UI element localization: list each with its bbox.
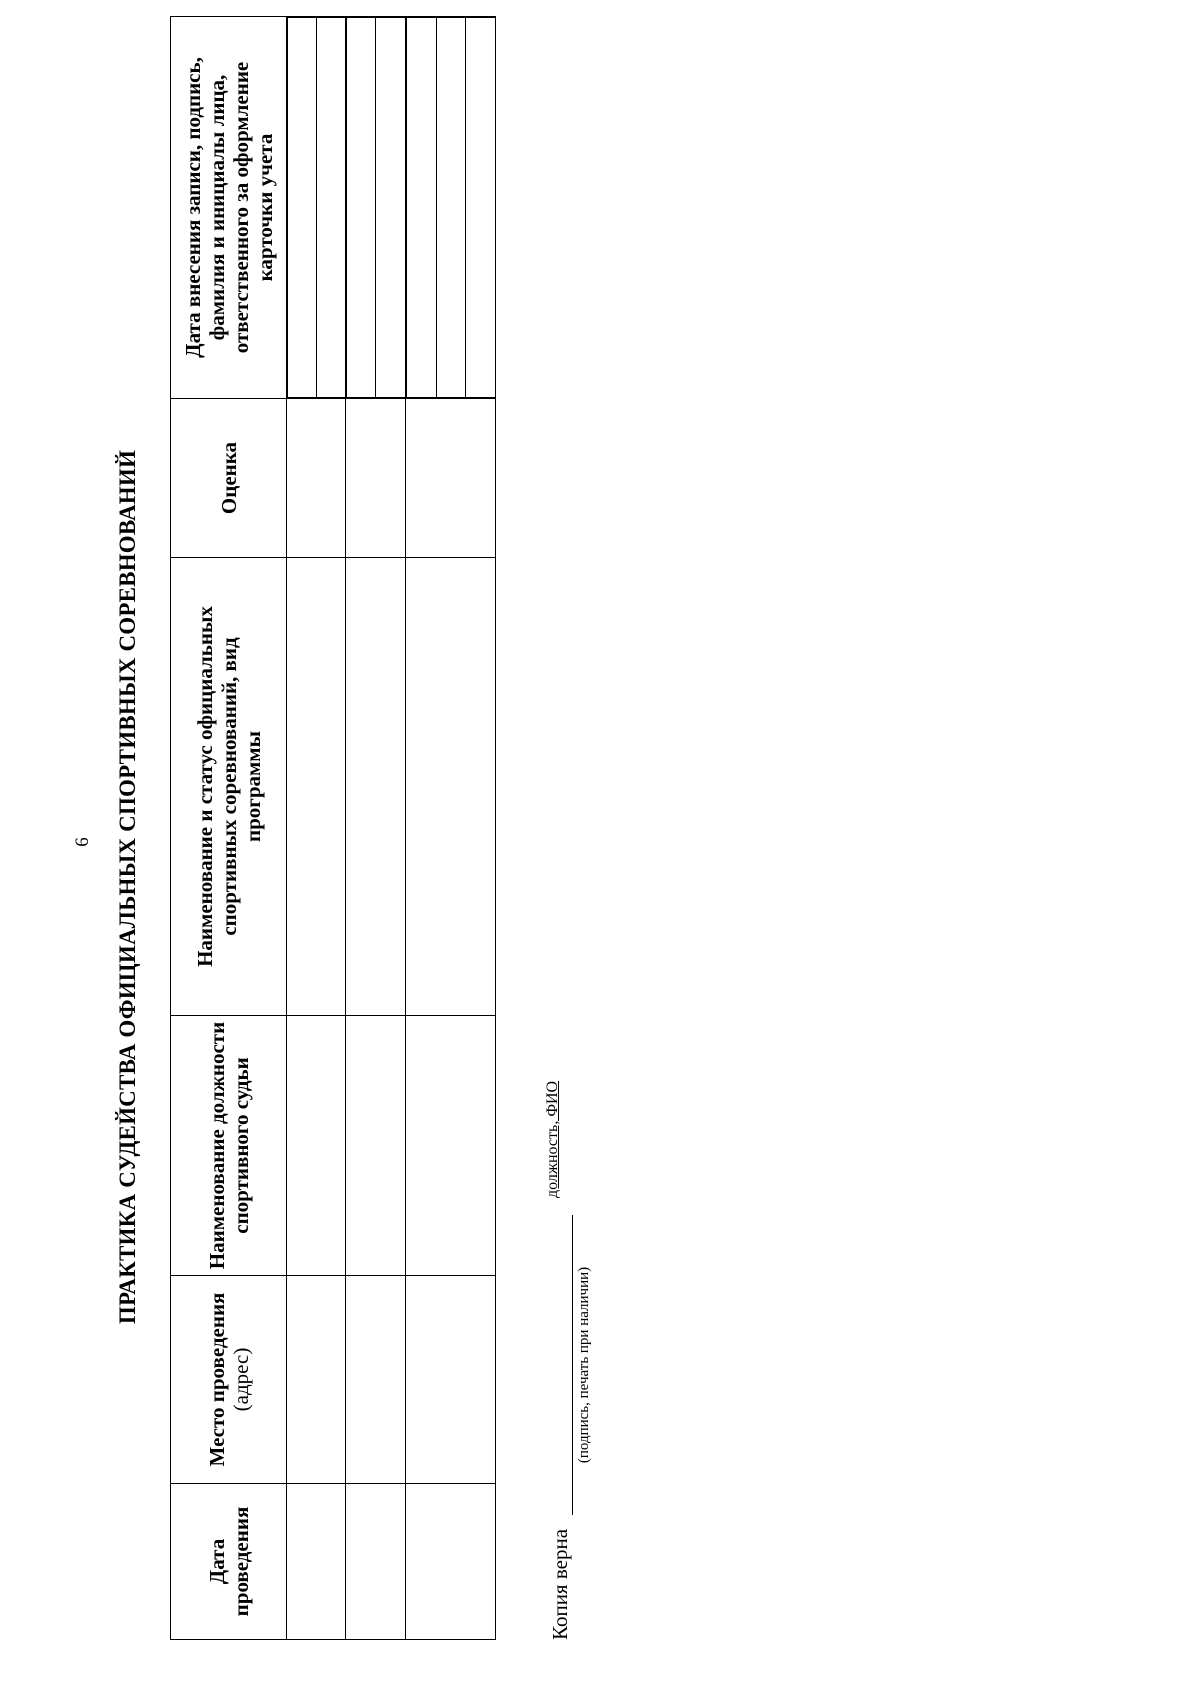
header-date: Дата проведения bbox=[171, 1484, 287, 1640]
table-cell bbox=[287, 558, 346, 1016]
position-name: должность, ФИО bbox=[544, 1080, 561, 1198]
table-cell bbox=[346, 1484, 406, 1640]
header-entry-info: Дата внесения записи, подпись, фамилия и инициалы лица, ответственного за оформление карточки учета bbox=[171, 17, 287, 399]
table-subcell bbox=[407, 18, 437, 398]
header-competition: Наименование и статус официальных спортивных соревнований, вид программы bbox=[171, 558, 287, 1016]
copy-label: Копия верна bbox=[548, 1528, 572, 1640]
table-subcell bbox=[288, 18, 317, 398]
table-cell bbox=[406, 1276, 496, 1484]
header-place-note: (адрес) bbox=[228, 1347, 253, 1412]
signature-line bbox=[572, 1215, 573, 1515]
table-subcell bbox=[466, 18, 496, 398]
table-cell bbox=[287, 399, 346, 558]
table-cell bbox=[287, 1484, 346, 1640]
page-number: 6 bbox=[72, 837, 93, 847]
header-grade: Оценка bbox=[171, 399, 287, 558]
table-cell bbox=[346, 558, 406, 1016]
table-subcell bbox=[437, 18, 466, 398]
header-position: Наименование должности спортивного судьи bbox=[171, 1016, 287, 1276]
table-cell bbox=[287, 17, 346, 399]
split-cell bbox=[406, 17, 495, 398]
certification-footer bbox=[540, 940, 620, 1640]
table-cell bbox=[346, 1016, 406, 1276]
signature-caption: (подпись, печать при наличии) bbox=[576, 1266, 592, 1464]
table-subcell bbox=[347, 18, 376, 398]
table-cell bbox=[406, 17, 496, 399]
header-place: Место проведения (адрес) bbox=[171, 1276, 287, 1484]
table-cell bbox=[346, 1276, 406, 1484]
table-cell bbox=[346, 399, 406, 558]
table-cell bbox=[406, 399, 496, 558]
table-cell bbox=[346, 17, 406, 399]
table-cell bbox=[406, 558, 496, 1016]
split-cell bbox=[287, 17, 345, 398]
table-row bbox=[346, 17, 406, 1640]
table-header-row bbox=[171, 17, 287, 1640]
table-cell bbox=[406, 1016, 496, 1276]
table-cell bbox=[287, 1276, 346, 1484]
table-cell bbox=[406, 1484, 496, 1640]
judging-practice-table bbox=[170, 16, 496, 1640]
table-cell bbox=[287, 1016, 346, 1276]
table-subcell bbox=[376, 18, 406, 398]
page-title: ПРАКТИКА СУДЕЙСТВА ОФИЦИАЛЬНЫХ СПОРТИВНЫХ СОРЕВНОВАНИЙ bbox=[115, 449, 140, 1325]
table-subcell bbox=[317, 18, 346, 398]
table-row bbox=[287, 17, 346, 1640]
split-cell bbox=[346, 17, 405, 398]
table-row bbox=[406, 17, 496, 1640]
